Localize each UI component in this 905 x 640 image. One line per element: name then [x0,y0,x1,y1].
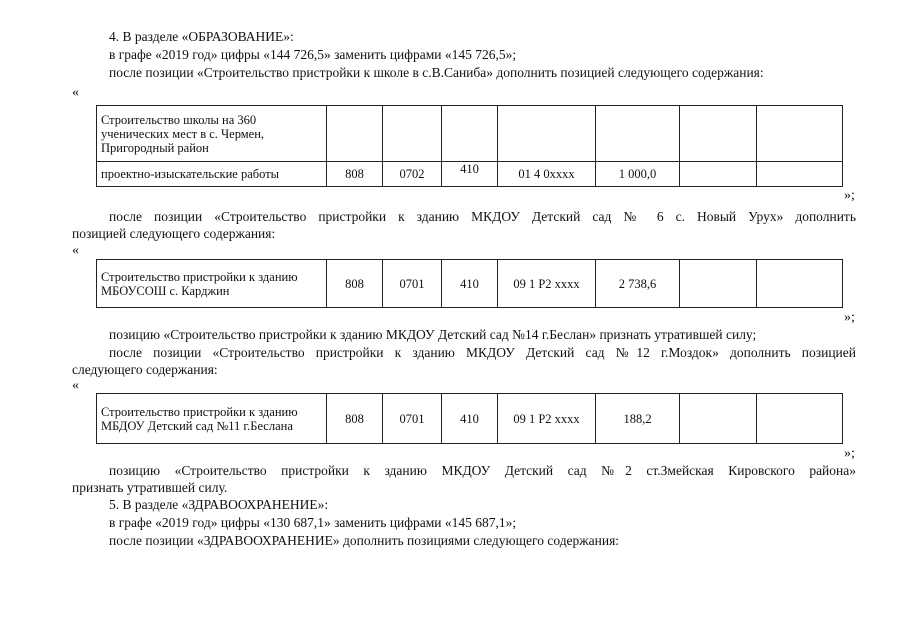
ministry-code: 808 [327,162,383,187]
table-cell-empty [680,162,757,187]
section-code: 0701 [383,394,442,444]
table-row [97,394,843,444]
close-quote-1: »; [844,188,855,203]
position-name: Строительство школы на 360 ученических мест в с. Чермен, Пригородный район [97,106,327,162]
amount-value: 1 000,0 [596,162,680,187]
table-2 [96,259,843,308]
section-code: 0702 [383,162,442,187]
target-article-code: 01 4 0хххх [498,162,596,187]
table-1 [96,105,843,187]
table-cell-empty [383,106,442,162]
table-cell-empty [498,106,596,162]
section-4-graph-change: в графе «2019 год» цифры «144 726,5» заменить цифрами «145 726,5»; [109,47,517,62]
table-cell-empty [680,394,757,444]
open-quote-1: « [72,85,79,100]
paragraph-mozdok-line1: после позиции «Строительство пристройки к зданию МКДОУ Детский сад №12 г.Моздок» дополнить позицией [109,345,856,360]
ministry-code: 808 [327,260,383,308]
open-quote-2: « [72,243,79,258]
table-cell-empty [757,394,843,444]
paragraph-mozdok-line2: следующего содержания: [72,362,218,377]
close-quote-2: »; [844,310,855,325]
section-4-after-saniba: после позиции «Строительство пристройки к школе в с.В.Саниба» дополнить позицией следующего содержания: [109,65,764,80]
position-name: Строительство пристройки к зданию МБОУСОШ с. Карджин [97,260,327,308]
amount-value: 2 738,6 [596,260,680,308]
section-code: 0701 [383,260,442,308]
expense-type-code: 410 [442,162,498,187]
amount-value: 188,2 [596,394,680,444]
table-cell-empty [757,162,843,187]
section-5-graph-change: в графе «2019 год» цифры «130 687,1» заменить цифрами «145 687,1»; [109,515,517,530]
table-cell-empty [596,106,680,162]
table-row [97,162,843,187]
section-5-heading: 5. В разделе «ЗДРАВООХРАНЕНИЕ»: [109,497,329,512]
table-cell-empty [757,260,843,308]
ministry-code: 808 [327,394,383,444]
table-3 [96,393,843,444]
position-name: Строительство пристройки к зданию МБДОУ Детский сад №11 г.Беслана [97,394,327,444]
table-cell-empty [442,106,498,162]
table-cell-empty [680,106,757,162]
expense-type-code: 410 [442,260,498,308]
paragraph-beslan14: позицию «Строительство пристройки к зданию МКДОУ Детский сад №14 г.Беслан» признать утратившей силу; [109,327,757,342]
table-cell-empty [680,260,757,308]
paragraph-zmeiskaya-line1: позицию «Строительство пристройки к зданию МКДОУ Детский сад №2 ст.Змейская Кировского района» [109,463,856,478]
paragraph-uruh-line1: после позиции «Строительство пристройки к зданию МКДОУ Детский сад № 6 с. Новый Урух» дополнить [109,209,856,224]
section-5-after: после позиции «ЗДРАВООХРАНЕНИЕ» дополнить позициями следующего содержания: [109,533,620,548]
paragraph-uruh-line2: позицией следующего содержания: [72,226,276,241]
section-4-heading: 4. В разделе «ОБРАЗОВАНИЕ»: [109,29,294,44]
table-row [97,106,843,162]
expense-type-code: 410 [442,394,498,444]
close-quote-3: »; [844,446,855,461]
table-cell-empty [757,106,843,162]
paragraph-zmeiskaya-line2: признать утратившей силу. [72,480,228,495]
table-row [97,260,843,308]
open-quote-3: « [72,378,79,393]
table-cell-empty [327,106,383,162]
target-article-code: 09 1 Р2 хххх [498,394,596,444]
position-name: проектно-изыскательские работы [97,162,327,187]
target-article-code: 09 1 Р2 хххх [498,260,596,308]
